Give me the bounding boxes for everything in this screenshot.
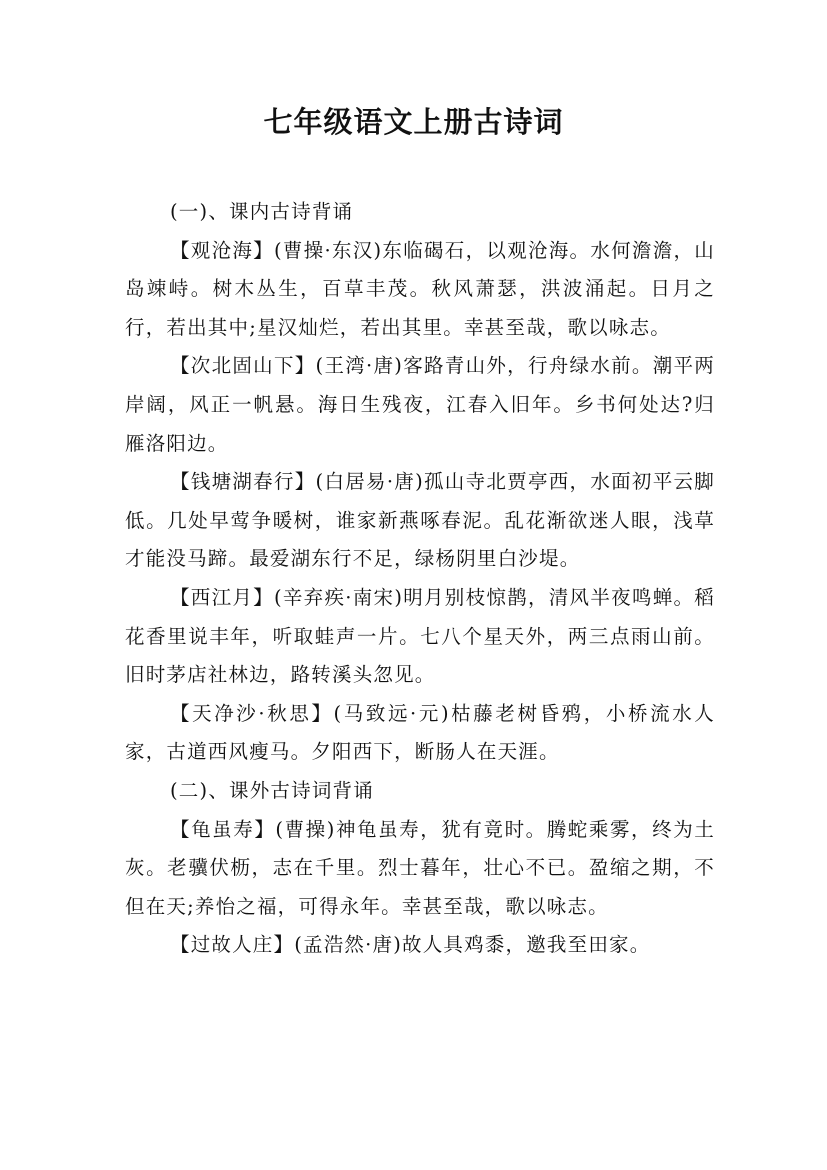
poem-title: 【次北固山下】 [170, 354, 316, 378]
poem-title: 【龟虽寿】 [170, 817, 276, 841]
poem-tian-jing-sha-qiu-si [125, 695, 715, 772]
poem-text: (白居易·唐)孤山寺北贾亭西，水面初平云脚低。几处早莺争暖树，谁家新燕啄春泥。乱花渐欲迷人眼，浅草才能没马蹄。最爱湖东行不足，绿杨阴里白沙堤。 [125, 470, 715, 571]
poem-text: (辛弃疾·南宋)明月别枝惊鹊，清风半夜鸣蝉。稻花香里说丰年，听取蛙声一片。七八个星天外，两三点雨山前。旧时茅店社林边，路转溪头忽见。 [125, 585, 715, 687]
poem-text: (曹操)神龟虽寿，犹有竟时。腾蛇乘雾，终为土灰。老骥伏枥，志在千里。烈士暮年，壮心不已。盈缩之期，不但在天;养怡之福，可得永年。幸甚至哉，歌以咏志。 [125, 817, 715, 918]
poem-title: 【观沧海】 [170, 238, 274, 262]
poem-xi-jiang-yue [125, 579, 715, 695]
page-title: 七年级语文上册古诗词 [263, 105, 564, 139]
poem-guo-gu-ren-zhuang [125, 926, 715, 965]
poem-title: 【西江月】 [170, 585, 274, 609]
poem-text: (王湾·唐)客路青山外，行舟绿水前。潮平两岸阔，风正一帆悬。海日生残夜，江春入旧年。乡书何处达?归雁洛阳边。 [125, 354, 715, 455]
poem-title: 【过故人庄】 [170, 933, 295, 957]
document-body [125, 193, 715, 965]
poem-text: (孟浩然·唐)故人具鸡黍，邀我至田家。 [294, 933, 651, 957]
poem-ci-bei-gu-shan-xia [125, 347, 715, 463]
poem-text: (曹操·东汉)东临碣石，以观沧海。水何澹澹，山岛竦峙。树木丛生，百草丰茂。秋风萧瑟，洪波涌起。日月之行，若出其中;星汉灿烂，若出其里。幸甚至哉，歌以咏志。 [125, 238, 715, 339]
section-heading-2: (二)、课外古诗词背诵 [170, 778, 374, 802]
poem-title: 【天净沙·秋思】 [170, 701, 334, 725]
poem-text: (马致远·元)枯藤老树昏鸦，小桥流水人家，古道西风瘦马。夕阳西下，断肠人在天涯。 [125, 701, 715, 764]
poem-title: 【钱塘湖春行】 [170, 470, 316, 494]
poem-qian-tang-hu-chun-xing [125, 463, 715, 579]
section-heading-1: (一)、课内古诗背诵 [170, 200, 354, 223]
poem-gui-sui-shou [125, 811, 715, 927]
poem-guan-cang-hai [125, 232, 715, 348]
